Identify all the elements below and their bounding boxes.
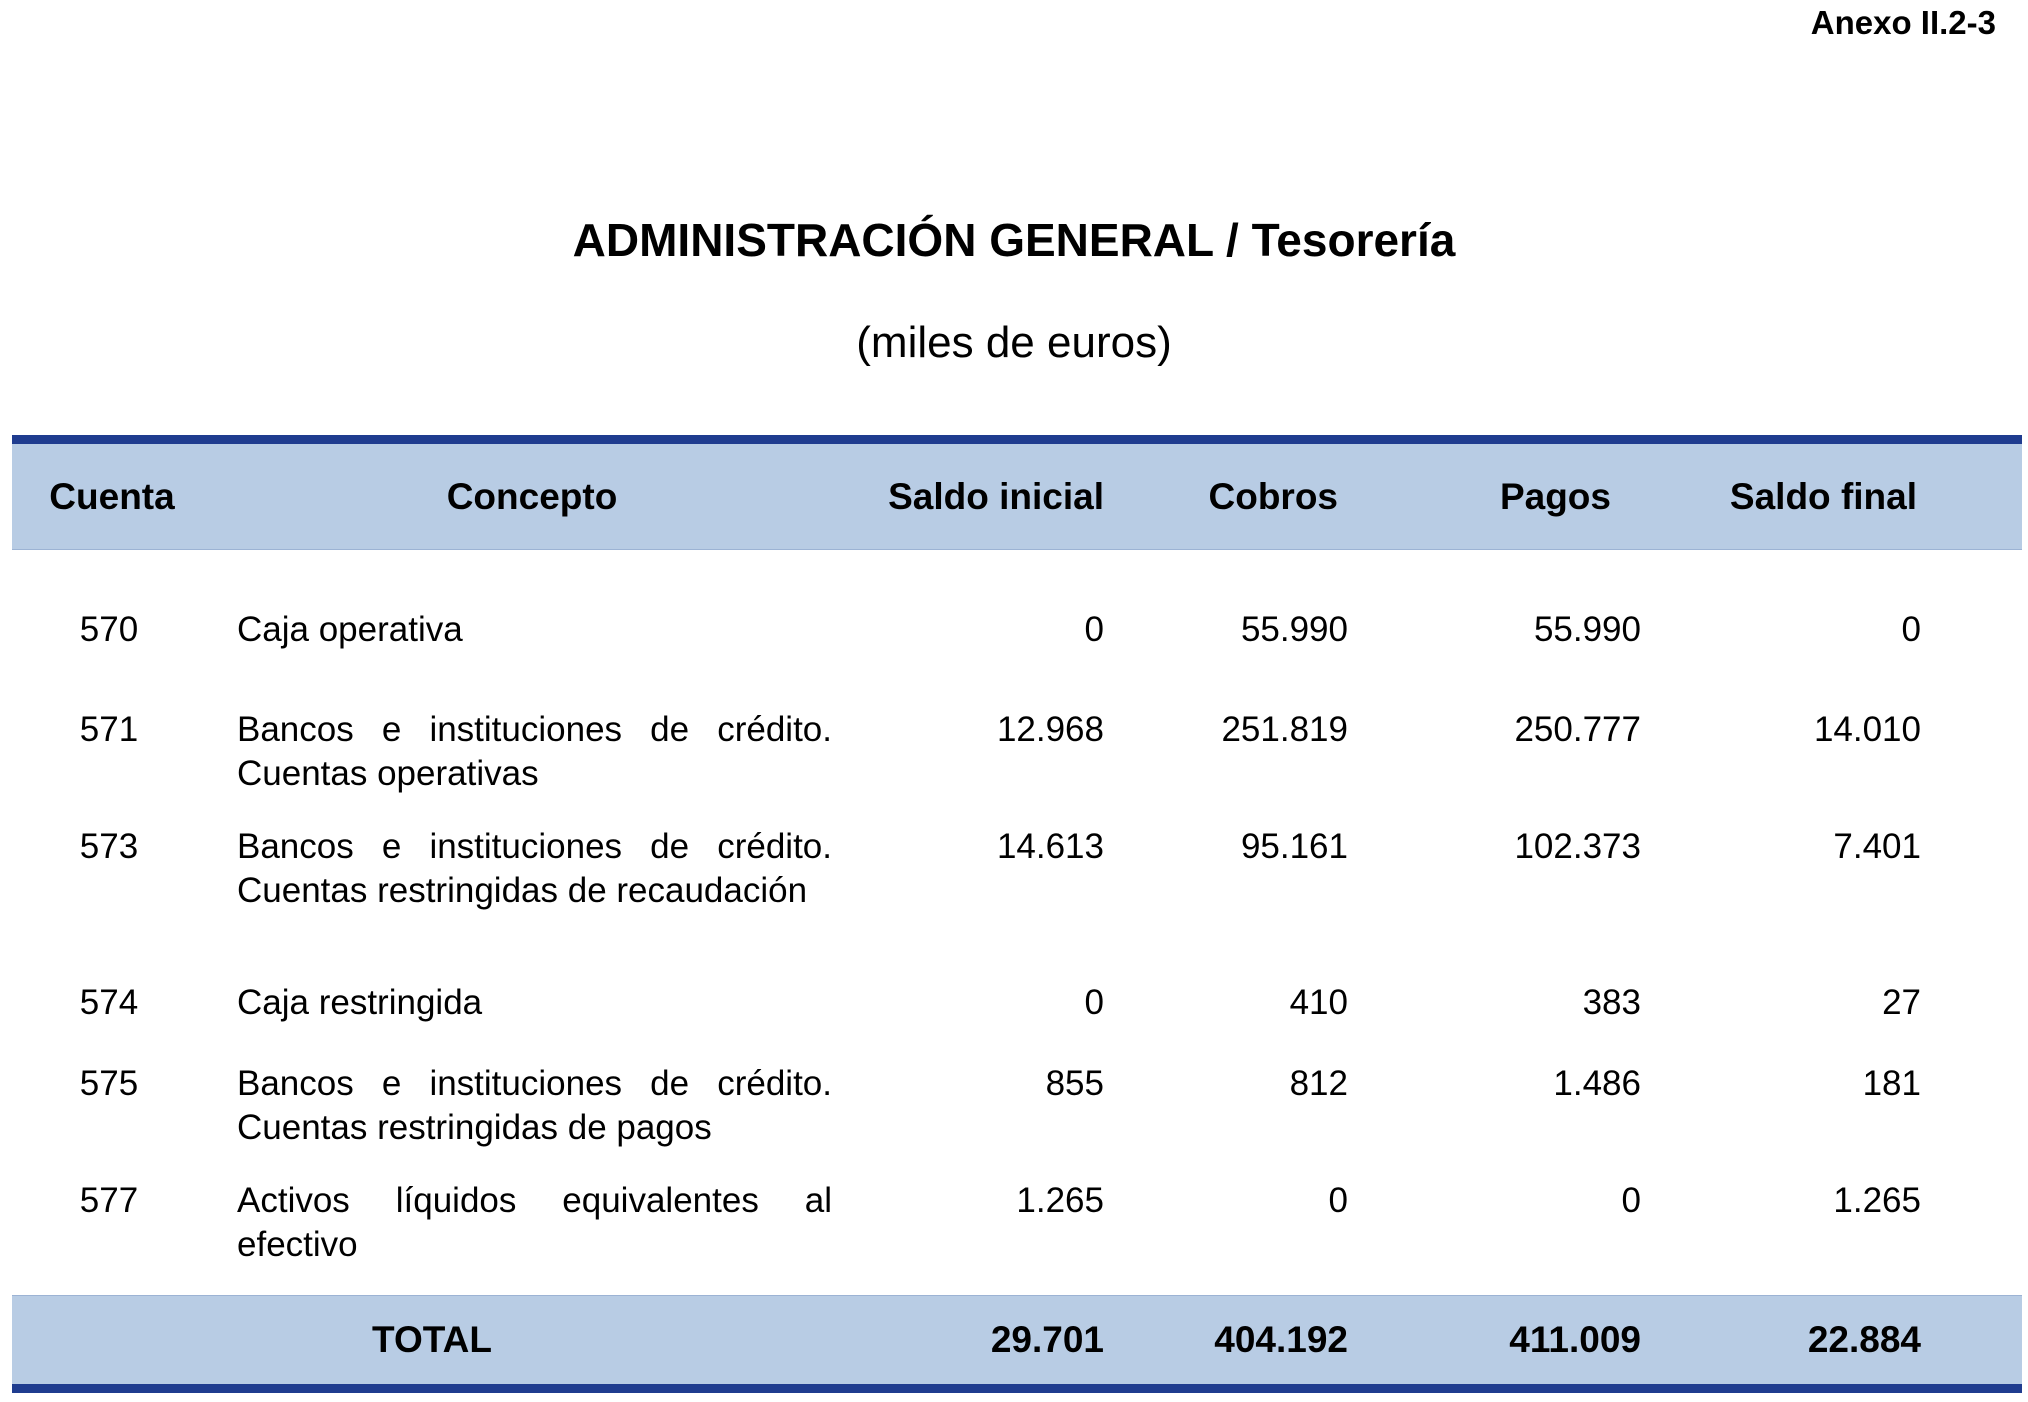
cell-concepto: Caja restringida — [237, 983, 483, 1022]
header-cobros: Cobros — [1208, 475, 1338, 517]
cell-pagos: 383 — [1582, 983, 1641, 1022]
cell-cuenta: 570 — [79, 610, 139, 649]
cell-saldo-inicial: 0 — [1084, 610, 1104, 649]
cell-saldo-final: 14.010 — [1813, 710, 1921, 749]
header-saldo-final: Saldo final — [1729, 475, 1917, 517]
cell-cobros: 95.161 — [1240, 827, 1348, 866]
cell-concepto: Activos líquidos equivalentes al efectivo — [237, 1181, 832, 1264]
cell-saldo-final: 7.401 — [1833, 827, 1921, 866]
table-body — [12, 550, 2022, 1295]
cell-saldo-inicial: 12.968 — [996, 710, 1104, 749]
cell-concepto: Bancos e instituciones de crédito. Cuentas restringidas de recaudación — [237, 827, 832, 910]
cell-saldo-final: 27 — [1882, 983, 1921, 1022]
total-saldo-inicial: 29.701 — [990, 1319, 1104, 1360]
table-row — [12, 708, 2022, 825]
cell-saldo-final: 1.265 — [1833, 1181, 1921, 1220]
cell-cobros: 55.990 — [1240, 610, 1348, 649]
cell-cobros: 410 — [1289, 983, 1348, 1022]
total-pagos: 411.009 — [1509, 1319, 1641, 1360]
table-row — [12, 1179, 2022, 1267]
total-label: TOTAL — [372, 1319, 492, 1360]
annex-label: Anexo II.2-3 — [1810, 4, 1996, 41]
page-title: ADMINISTRACIÓN GENERAL / Tesorería — [572, 214, 1456, 266]
cell-pagos: 250.777 — [1514, 710, 1641, 749]
cell-pagos: 0 — [1621, 1181, 1641, 1220]
page-subtitle: (miles de euros) — [856, 318, 1172, 367]
cell-saldo-inicial: 0 — [1084, 983, 1104, 1022]
cell-saldo-inicial: 855 — [1045, 1064, 1104, 1103]
table-total-row — [12, 1295, 2022, 1393]
cell-concepto: Caja operativa — [237, 610, 463, 649]
cell-saldo-inicial: 14.613 — [996, 827, 1104, 866]
cell-cobros: 251.819 — [1221, 710, 1348, 749]
table-row — [12, 608, 2022, 708]
header-concepto: Concepto — [446, 475, 618, 517]
table-row — [12, 981, 2022, 1062]
cell-pagos: 55.990 — [1533, 610, 1641, 649]
cell-cuenta: 577 — [79, 1181, 139, 1220]
table-row — [12, 1062, 2022, 1179]
cell-saldo-final: 181 — [1862, 1064, 1921, 1103]
cell-cuenta: 573 — [79, 827, 139, 866]
cell-saldo-final: 0 — [1901, 610, 1921, 649]
cell-concepto: Bancos e instituciones de crédito. Cuentas restringidas de pagos — [237, 1064, 832, 1147]
header-saldo-inicial: Saldo inicial — [888, 475, 1104, 517]
cell-pagos: 1.486 — [1553, 1064, 1641, 1103]
cell-saldo-inicial: 1.265 — [1016, 1181, 1104, 1220]
header-cuenta: Cuenta — [49, 475, 175, 517]
cell-cuenta: 571 — [79, 710, 139, 749]
cell-cobros: 0 — [1328, 1181, 1348, 1220]
cell-cobros: 812 — [1289, 1064, 1348, 1103]
treasury-table — [12, 435, 2022, 1393]
table-row — [12, 825, 2022, 981]
total-saldo-final: 22.884 — [1807, 1319, 1921, 1360]
cell-pagos: 102.373 — [1514, 827, 1641, 866]
cell-cuenta: 575 — [79, 1064, 139, 1103]
total-cobros: 404.192 — [1214, 1319, 1348, 1360]
cell-concepto: Bancos e instituciones de crédito. Cuentas operativas — [237, 710, 832, 793]
header-pagos: Pagos — [1499, 475, 1611, 517]
table-header-row — [12, 435, 2022, 550]
cell-cuenta: 574 — [79, 983, 139, 1022]
